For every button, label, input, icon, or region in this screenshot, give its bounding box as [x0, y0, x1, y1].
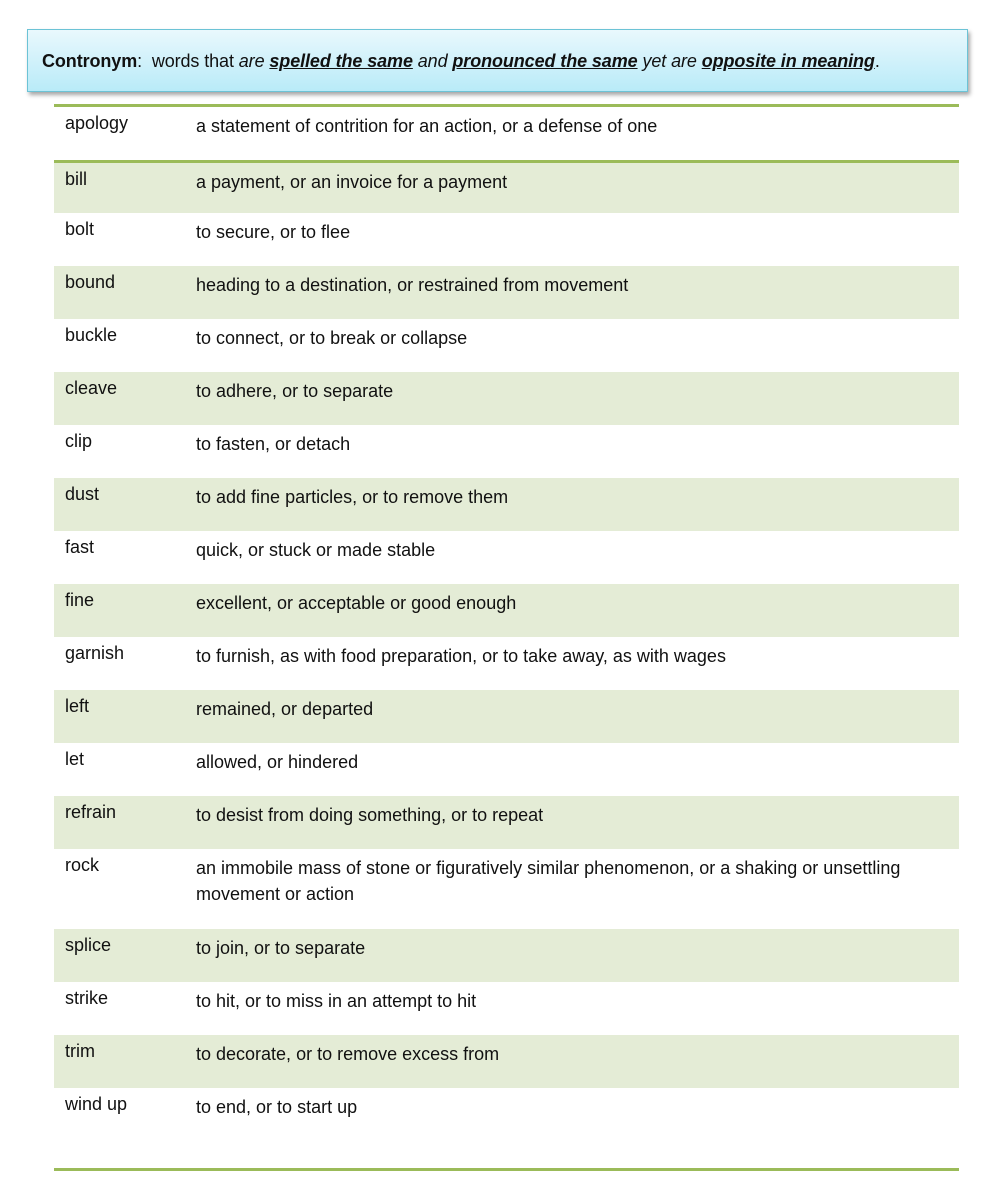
table-row — [54, 531, 959, 584]
table-row — [54, 584, 959, 637]
row-definition: to hit, or to miss in an attempt to hit — [196, 991, 477, 1011]
banner-period: . — [874, 51, 880, 71]
row-definition: excellent, or acceptable or good enough — [196, 593, 517, 613]
banner-pronounced: pronounced the same — [452, 51, 638, 71]
table-row — [54, 1088, 959, 1141]
table-row — [54, 849, 959, 929]
definition-banner — [27, 29, 968, 92]
banner-opposite: opposite in meaning — [701, 51, 875, 71]
row-definition: remained, or departed — [196, 699, 374, 719]
table-row — [54, 107, 959, 160]
row-word: bolt — [65, 219, 95, 239]
table-row — [54, 1035, 959, 1088]
banner-text — [42, 51, 880, 72]
row-word: apology — [65, 113, 129, 133]
row-word: cleave — [65, 378, 118, 398]
row-word: fine — [65, 590, 95, 610]
table-row — [54, 637, 959, 690]
table-row — [54, 478, 959, 531]
row-word: bound — [65, 272, 116, 292]
table-row — [54, 796, 959, 849]
table-bottom-rule — [54, 1168, 959, 1171]
table-row — [54, 425, 959, 478]
table-row — [54, 160, 959, 213]
table-row — [54, 743, 959, 796]
row-word: let — [65, 749, 85, 769]
row-definition: to desist from doing something, or to repeat — [196, 805, 544, 825]
row-definition: to adhere, or to separate — [196, 381, 394, 401]
row-definition: heading to a destination, or restrained from movement — [196, 275, 629, 295]
row-definition: allowed, or hindered — [196, 752, 359, 772]
row-definition: to add fine particles, or to remove them — [196, 487, 509, 507]
table-row — [54, 372, 959, 425]
row-word: splice — [65, 935, 112, 955]
banner-p1: words that — [142, 51, 239, 71]
table-row — [54, 319, 959, 372]
table-row — [54, 690, 959, 743]
table-row — [54, 929, 959, 982]
banner-yet-are: yet are — [642, 51, 697, 71]
row-definition: quick, or stuck or made stable — [196, 540, 436, 560]
banner-term: Contronym — [42, 51, 138, 71]
row-word: trim — [65, 1041, 95, 1061]
contronym-table — [54, 104, 959, 1171]
row-definition: a statement of contrition for an action, or a defense of one — [196, 116, 658, 136]
row-word: dust — [65, 484, 100, 504]
row-definition: to secure, or to flee — [196, 222, 351, 242]
row-definition: an immobile mass of stone or figuratively similar phenomenon, or a shaking or unsettling movement or action — [196, 858, 901, 904]
table-body — [54, 107, 959, 1141]
row-word: rock — [65, 855, 100, 875]
banner-and: and — [417, 51, 448, 71]
table-row — [54, 266, 959, 319]
row-word: left — [65, 696, 90, 716]
row-word: buckle — [65, 325, 118, 345]
banner-spelled: spelled the same — [269, 51, 413, 71]
row-word: bill — [65, 169, 88, 189]
row-definition: a payment, or an invoice for a payment — [196, 172, 508, 192]
row-definition: to join, or to separate — [196, 938, 366, 958]
banner-p2: are — [238, 51, 265, 71]
row-word: garnish — [65, 643, 125, 663]
row-word: refrain — [65, 802, 117, 822]
row-word: strike — [65, 988, 109, 1008]
table-row — [54, 982, 959, 1035]
row-definition: to fasten, or detach — [196, 434, 351, 454]
row-definition: to decorate, or to remove excess from — [196, 1044, 500, 1064]
row-definition: to connect, or to break or collapse — [196, 328, 468, 348]
row-definition: to end, or to start up — [196, 1097, 358, 1117]
row-word: fast — [65, 537, 95, 557]
row-word: clip — [65, 431, 93, 451]
row-word: wind up — [65, 1094, 128, 1114]
table-row — [54, 213, 959, 266]
row-definition: to furnish, as with food preparation, or to take away, as with wages — [196, 646, 726, 666]
banner-colon: : — [137, 51, 143, 71]
